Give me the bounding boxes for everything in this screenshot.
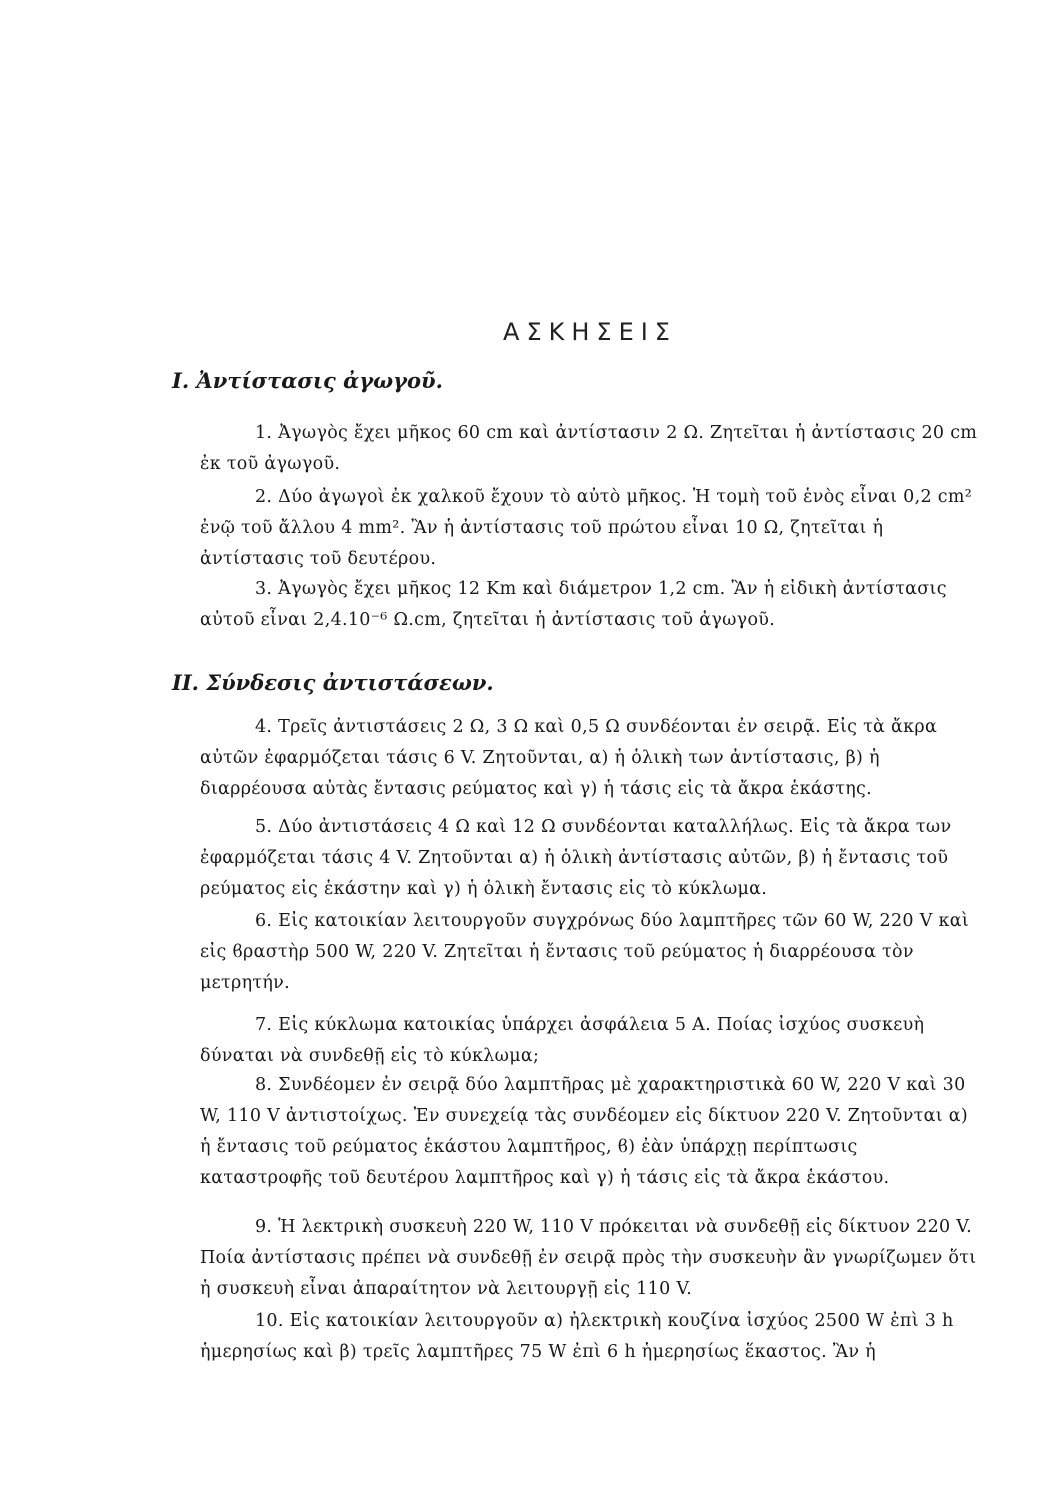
exercise-text: Δύο ἀντιστάσεις 4 Ω καὶ 12 Ω συνδέονται καταλλήλως. Εἰς τὰ ἄκρα των ἐφαρμόζεται τάσις 4 V. Ζητοῦνται α) ἡ ὁλικὴ ἀντίστασις αὐτῶν, β) ἡ ἔντασις τοῦ ρεύματος εἰς ἑκάστην καὶ γ) ἡ ὁλικὴ ἔντασις εἰς τὸ κύκλωμα. — [200, 817, 952, 899]
exercise-text: Συνδέομεν ἐν σειρᾷ δύο λαμπτῆρας μὲ χαρακτηριστικὰ 60 W, 220 V καὶ 30 W, 110 V ἀντιστοίχως. Ἐν συνεχείᾳ τὰς συνδέομεν εἰς δίκτυον 220 V. Ζητοῦνται α) ἡ ἔντασις τοῦ ρεύματος ἑκάστου λαμπτῆρος, ϐ) ἐὰν ὑπάρχῃ περίπτωσις καταστροφῆς τοῦ δευτέρου λαμπτῆρος καὶ γ) ἡ τάσις εἰς τὰ ἄκρα ἑκάστου. — [200, 1075, 968, 1188]
exercise-number: 8. — [255, 1075, 273, 1095]
exercise-number: 4. — [255, 717, 273, 737]
exercise-8 — [200, 1070, 980, 1194]
exercise-7 — [200, 1010, 980, 1072]
exercise-text: Ἡ λεκτρικὴ συσκευὴ 220 W, 110 V πρόκειται νὰ συνδεθῇ εἰς δίκτυον 220 V. Ποία ἀντίστασις πρέπει νὰ συνδεθῇ ἐν σειρᾷ πρὸς τὴν συσκευὴν ἂν γνωρίζωμεν ὅτι ἡ συσκευὴ εἶναι ἀπαραίτητον νὰ λειτουργῇ εἰς 110 V. — [200, 1217, 977, 1299]
exercise-number: 5. — [255, 817, 273, 837]
exercise-9 — [200, 1212, 980, 1305]
exercise-text: Δύο ἀγωγοὶ ἐκ χαλκοῦ ἔχουν τὸ αὐτὸ μῆκος. Ἡ τομὴ τοῦ ἑνὸς εἶναι 0,2 cm² ἐνῷ τοῦ ἄλλου 4 mm². Ἂν ἡ ἀντίστασις τοῦ πρώτου εἶναι 10 Ω, ζητεῖται ἡ ἀντίστασις τοῦ δευτέρου. — [200, 487, 973, 569]
exercise-6 — [200, 906, 980, 999]
exercise-2 — [200, 482, 980, 575]
exercise-text: Εἰς κύκλωμα κατοικίας ὑπάρχει ἀσφάλεια 5 Α. Ποίας ἰσχύος συσκευὴ δύναται νὰ συνδεθῇ εἰς τὸ κύκλωμα; — [200, 1015, 925, 1066]
exercise-3 — [200, 574, 980, 636]
exercise-text: Εἰς κατοικίαν λειτουργοῦν συγχρόνως δύο λαμπτῆρες τῶν 60 W, 220 V καὶ εἰς ϐραστὴρ 500 W, 220 V. Ζητεῖται ἡ ἔντασις τοῦ ρεύματος ἡ διαρρέουσα τὸν μετρητήν. — [200, 911, 970, 993]
exercise-5 — [200, 812, 980, 905]
exercise-text: Εἰς κατοικίαν λειτουργοῦν α) ἠλεκτρικὴ κουζίνα ἰσχύος 2500 W ἐπὶ 3 h ἡμερησίως καὶ β) τρεῖς λαμπτῆρες 75 W ἐπὶ 6 h ἡμερησίως ἕκαστος. Ἂν ἡ — [200, 1311, 954, 1362]
exercise-text: Ἀγωγὸς ἔχει μῆκος 60 cm καὶ ἀντίστασιν 2 Ω. Ζητεῖται ἡ ἀντίστασις 20 cm ἐκ τοῦ ἀγωγοῦ. — [200, 423, 978, 474]
section-heading-resistance: Ι. Ἀντίστασις ἀγωγοῦ. — [172, 368, 443, 393]
section-heading-connection: ΙΙ. Σύνδεσις ἀντιστάσεων. — [172, 670, 494, 695]
exercise-number: 9. — [255, 1217, 273, 1237]
exercise-1 — [200, 418, 980, 480]
exercise-4 — [200, 712, 980, 805]
exercise-text: Τρεῖς ἀντιστάσεις 2 Ω, 3 Ω καὶ 0,5 Ω συνδέονται ἐν σειρᾷ. Εἰς τὰ ἄκρα αὐτῶν ἐφαρμόζεται τάσις 6 V. Ζητοῦνται, α) ἡ ὁλικὴ των ἀντίστασις, β) ἡ διαρρέουσα αὐτὰς ἔντασις ρεύματος καὶ γ) ἡ τάσις εἰς τὰ ἄκρα ἑκάστης. — [200, 717, 938, 799]
exercise-number: 6. — [255, 911, 273, 931]
exercise-number: 3. — [255, 579, 273, 599]
exercise-10 — [200, 1306, 980, 1368]
exercise-number: 2. — [255, 487, 273, 507]
exercise-text: Ἀγωγὸς ἔχει μῆκος 12 Km καὶ διάμετρον 1,2 cm. Ἂν ἡ εἰδικὴ ἀντίστασις αὐτοῦ εἶναι 2,4.10⁻⁶ Ω.cm, ζητεῖται ἡ ἀντίστασις τοῦ ἀγωγοῦ. — [200, 579, 947, 630]
exercise-number: 1. — [255, 423, 273, 443]
page-title: ΑΣΚΗΣΕΙΣ — [503, 318, 677, 346]
exercise-number: 7. — [255, 1015, 273, 1035]
exercise-number: 10. — [255, 1311, 284, 1331]
